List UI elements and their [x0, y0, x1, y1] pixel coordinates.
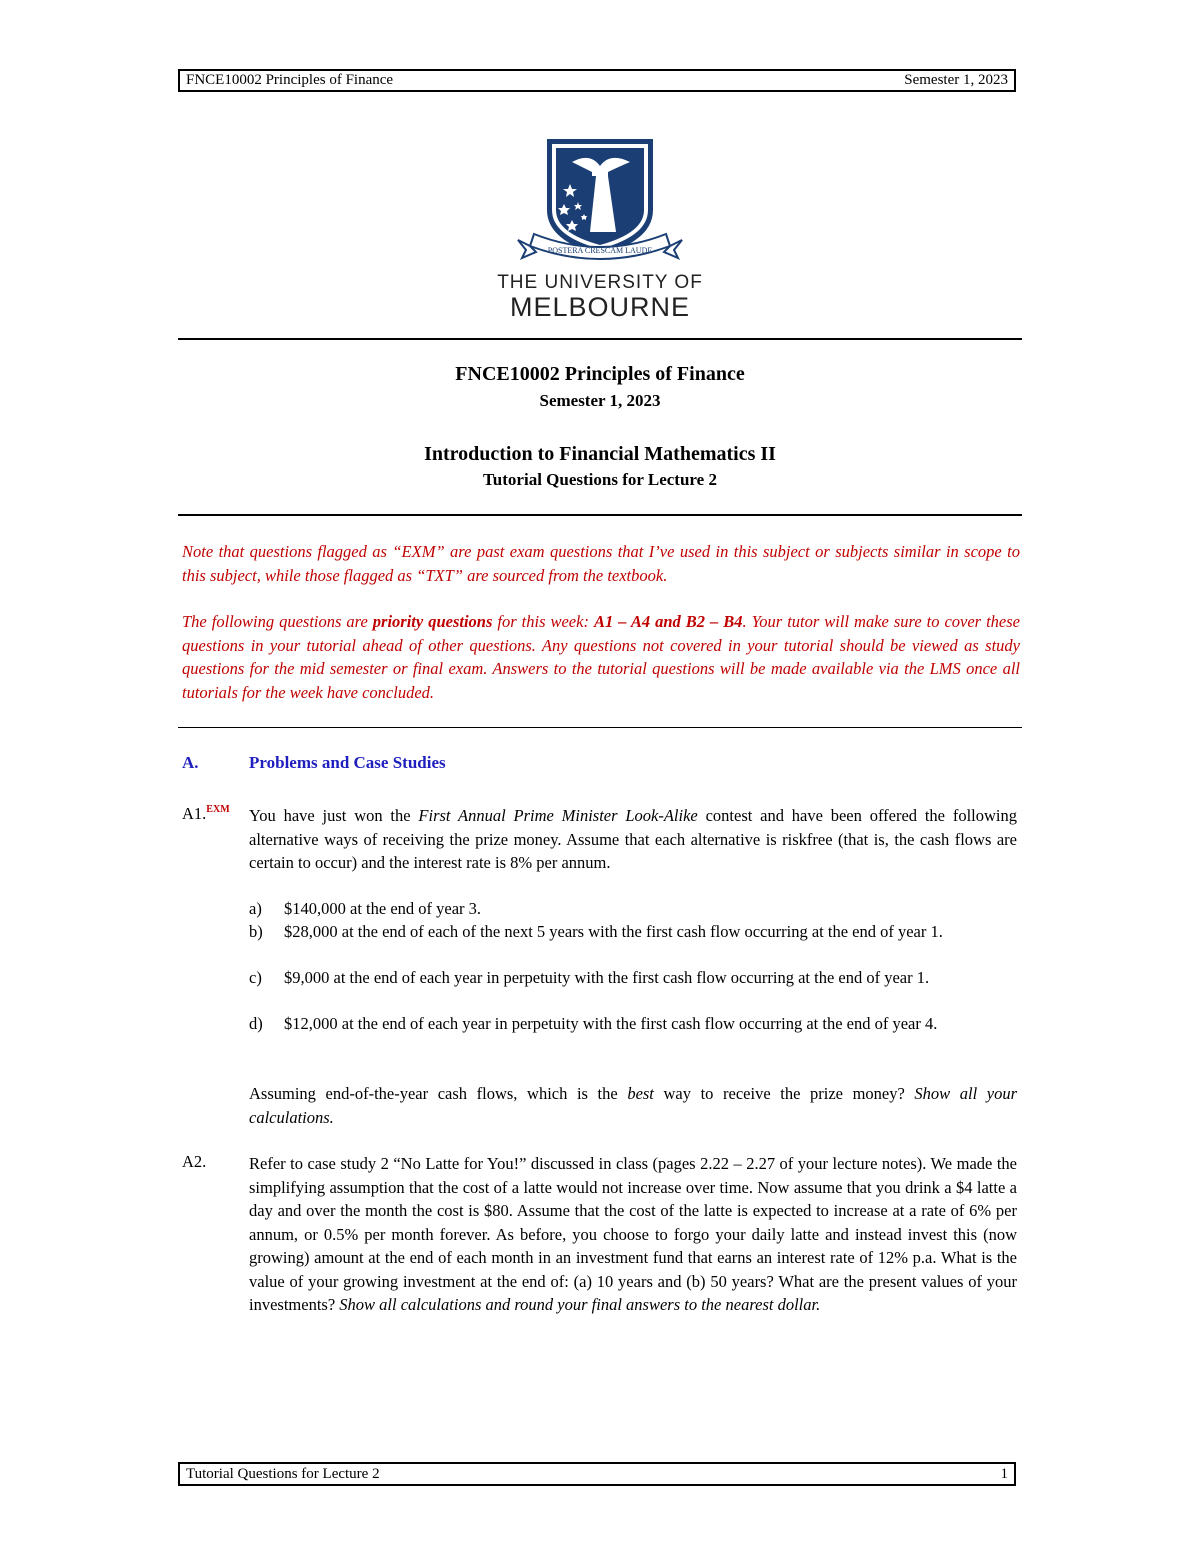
question-number: A1.$^{EXM}$ — [182, 804, 230, 823]
logo-motto: POSTERA CRESCAM LAUDE — [547, 246, 653, 255]
footer-title: Tutorial Questions for Lecture 2 — [186, 1465, 380, 1482]
divider — [178, 338, 1022, 340]
section-letter: A. — [182, 753, 199, 772]
logo-name-line2: MELBOURNE — [509, 292, 691, 322]
university-logo — [497, 136, 703, 322]
priority-note: The following questions are priority questions for this week: A1 – A4 and B2 – B4. Your tutor will make sure to cover these questions in your tutorial ahead of other questions. Any questions not covered in your tutorial should be viewed as study questions for the mid semester or final exam. Answers to the tutorial questions will be made available via the LMS once all tutorials for the week have concluded. — [182, 612, 1020, 702]
divider — [178, 727, 1022, 728]
logo-name-line1: THE UNIVERSITY OF — [497, 272, 703, 293]
flag-note: Note that questions flagged as “EXM” are past exam questions that I’ve used in this subject or subjects similar in scope to this subject, while those flagged as “TXT” are sourced from the textbook. — [182, 542, 1020, 585]
page-number: 1 — [1000, 1465, 1008, 1482]
exam-flag-badge: EXM — [206, 804, 230, 815]
document-subtitle: Tutorial Questions for Lecture 2 — [483, 470, 717, 489]
header-course: FNCE10002 Principles of Finance — [186, 72, 394, 88]
document-topic-title: Introduction to Financial Mathematics II — [424, 443, 776, 465]
document-course-title: FNCE10002 Principles of Finance — [455, 363, 745, 385]
question-a2-text: Refer to case study 2 “No Latte for You!” discussed in class (pages 2.22 – 2.27 of your lecture notes). We made the simplifying assumption that the cost of a latte would not increase over time. Now assume that you drink a $4 latte a day and over the month the cost is $80. Assume that the cost of the latte is expected to increase at a rate of 6% per annum, or 0.5% per month forever. As before, you choose to forgo your daily latte and instead invest this (now growing) amount at the end of each month in an investment fund that earns an interest rate of 12% p.a. What is the value of your growing investment at the end of: (a) 10 years and (b) 50 years? What are the present values of your investments? Show all calculations and round your final answers to the nearest dollar. — [249, 1154, 1017, 1314]
document-semester: Semester 1, 2023 — [539, 391, 661, 410]
header-semester: Semester 1, 2023 — [904, 72, 1008, 88]
page-header — [178, 69, 1016, 92]
divider — [178, 514, 1022, 516]
question-a1-closing: Assuming end-of-the-year cash flows, which is the best way to receive the prize money? Show all your calculations. — [249, 1084, 1018, 1127]
section-title: Problems and Case Studies — [249, 753, 446, 772]
priority-questions-list: A1 – A4 and B2 – B4 — [593, 612, 743, 631]
priority-emphasis: priority questions — [372, 612, 493, 631]
question-number: A2. — [182, 1152, 207, 1171]
page-footer — [178, 1462, 1016, 1486]
question-a1-text: You have just won the First Annual Prime Minister Look-Alike contest and have been offered the following alternative ways of receiving the prize money. Assume that each alternative is riskfree (that is, the cash flows are certain to occur) and the interest rate is 8% per annum. — [249, 806, 1017, 872]
